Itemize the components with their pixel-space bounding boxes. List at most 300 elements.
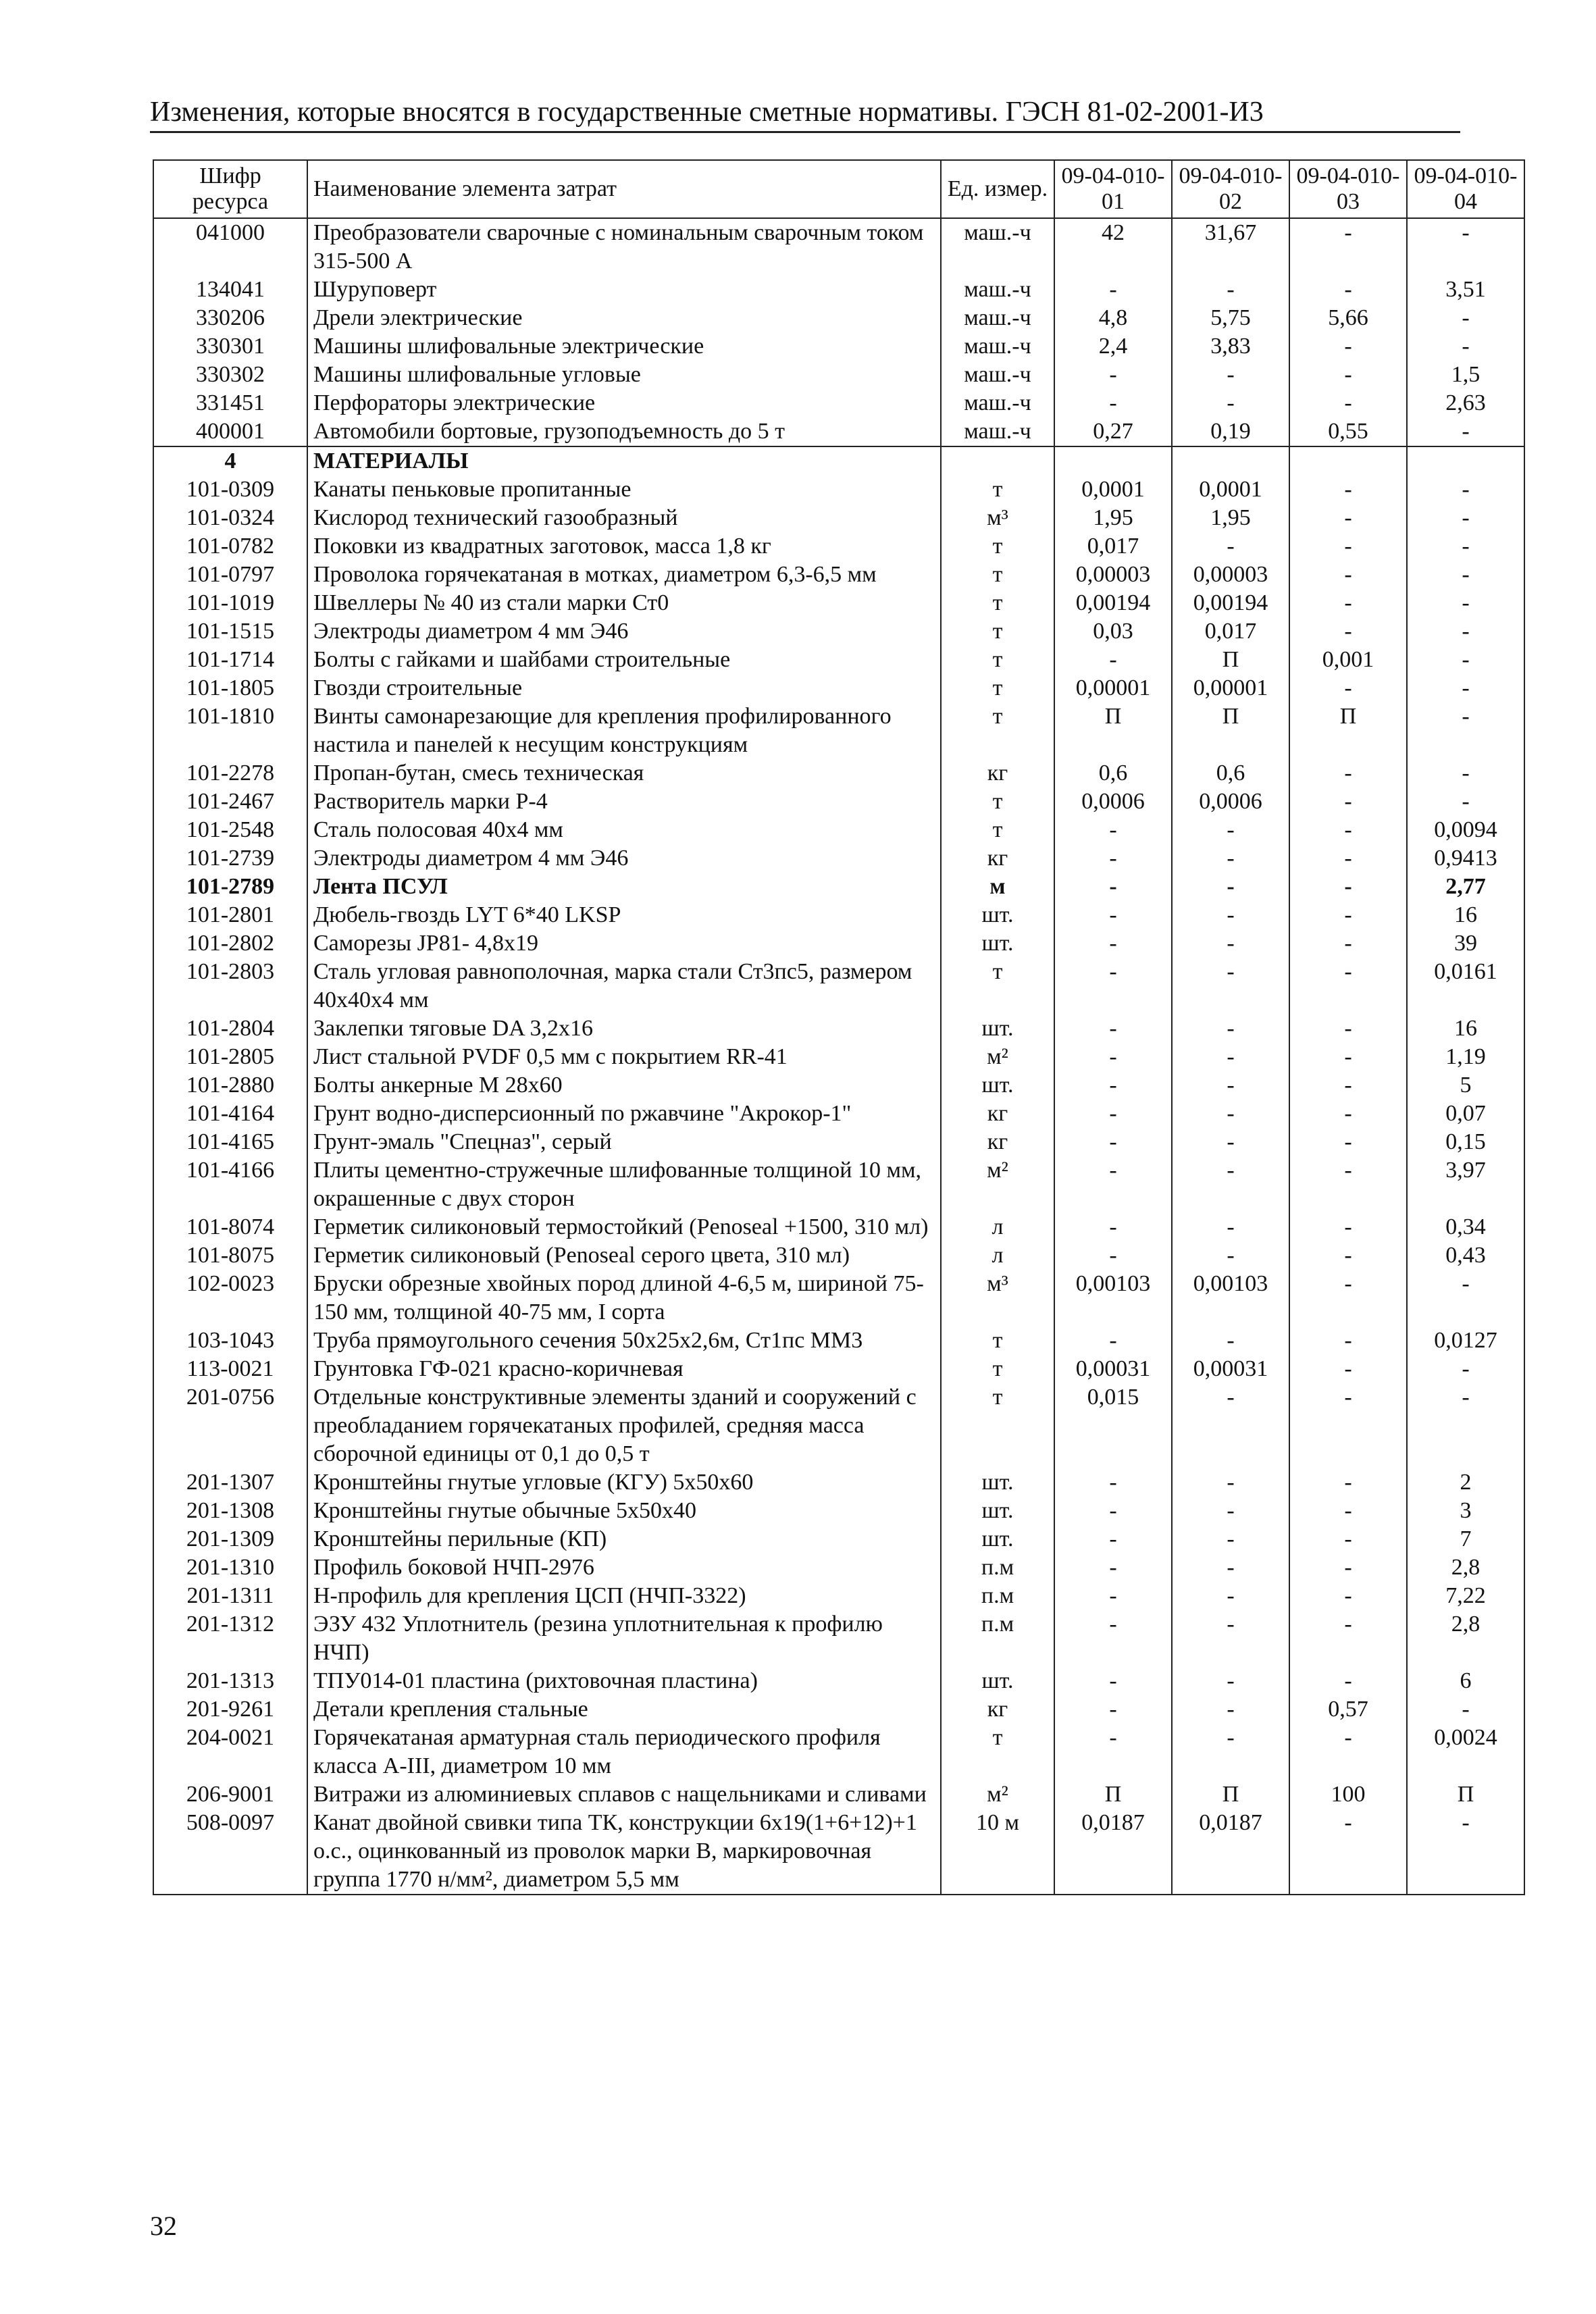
norm-1-cell: - <box>1054 929 1172 958</box>
norm-1-cell: П <box>1054 702 1172 759</box>
norm-3-cell: 0,001 <box>1289 646 1407 674</box>
resource-code-cell: 331451 <box>153 389 307 417</box>
resource-code-cell: 101-1714 <box>153 646 307 674</box>
resource-code-cell: 101-1810 <box>153 702 307 759</box>
norm-3-cell: П <box>1289 702 1407 759</box>
norm-2-cell: - <box>1172 1695 1289 1724</box>
page-number: 32 <box>150 2211 177 2241</box>
norm-2-cell: 3,83 <box>1172 332 1289 361</box>
norm-4-cell: - <box>1407 532 1524 561</box>
resource-code-cell: 113-0021 <box>153 1355 307 1383</box>
norm-4-cell: 2,8 <box>1407 1610 1524 1667</box>
unit-cell: маш.-ч <box>941 361 1054 389</box>
norm-2-cell: 0,0187 <box>1172 1809 1289 1895</box>
norm-3-cell: - <box>1289 1553 1407 1582</box>
norm-3-cell: 100 <box>1289 1780 1407 1809</box>
unit-cell: кг <box>941 1128 1054 1156</box>
unit-cell: шт. <box>941 1071 1054 1100</box>
norm-4-cell: 0,0161 <box>1407 958 1524 1014</box>
resource-code-cell: 101-1805 <box>153 674 307 702</box>
norm-2-cell: - <box>1172 1582 1289 1610</box>
col-header-code: Шифр ресурса <box>153 160 307 218</box>
norm-1-cell: - <box>1054 1213 1172 1241</box>
resource-code-cell: 201-1309 <box>153 1525 307 1553</box>
norm-2-cell: 0,00194 <box>1172 589 1289 617</box>
unit-cell: т <box>941 561 1054 589</box>
norm-1-cell: - <box>1054 1128 1172 1156</box>
norm-3-cell: - <box>1289 1043 1407 1071</box>
resource-name-cell: Дрели электрические <box>307 304 941 332</box>
table-row <box>153 1043 1524 1071</box>
norm-1-cell: - <box>1054 1071 1172 1100</box>
norm-3-cell: - <box>1289 389 1407 417</box>
norm-1-cell: 0,00001 <box>1054 674 1172 702</box>
table-row <box>153 929 1524 958</box>
norm-1-cell: - <box>1054 276 1172 304</box>
table-row <box>153 702 1524 759</box>
table-row <box>153 816 1524 844</box>
norm-3-cell: - <box>1289 332 1407 361</box>
table-row <box>153 218 1524 276</box>
resource-code-cell: 330302 <box>153 361 307 389</box>
resource-code-cell: 330301 <box>153 332 307 361</box>
resource-code-cell: 101-0309 <box>153 475 307 504</box>
norm-3-cell: - <box>1289 361 1407 389</box>
table-row <box>153 1213 1524 1241</box>
norm-1-cell: - <box>1054 389 1172 417</box>
col-header-norm-1: 09-04-010-01 <box>1054 160 1172 218</box>
resource-name-cell: Болты с гайками и шайбами строительные <box>307 646 941 674</box>
resource-code-cell: 101-2880 <box>153 1071 307 1100</box>
norm-4-cell: 0,0127 <box>1407 1327 1524 1355</box>
norm-4-cell: - <box>1407 646 1524 674</box>
norm-2-cell: 0,017 <box>1172 617 1289 646</box>
norm-3-cell: - <box>1289 1241 1407 1270</box>
norm-1-cell <box>1054 446 1172 475</box>
unit-cell: л <box>941 1213 1054 1241</box>
norm-4-cell: - <box>1407 1270 1524 1327</box>
norm-3-cell: - <box>1289 901 1407 929</box>
norm-2-cell: 0,6 <box>1172 759 1289 788</box>
table-row <box>153 389 1524 417</box>
norm-2-cell: - <box>1172 532 1289 561</box>
norm-2-cell <box>1172 446 1289 475</box>
unit-cell: т <box>941 532 1054 561</box>
norm-4-cell: - <box>1407 218 1524 276</box>
norm-1-cell: 42 <box>1054 218 1172 276</box>
norm-1-cell: 0,017 <box>1054 532 1172 561</box>
norm-1-cell: - <box>1054 1100 1172 1128</box>
table-row <box>153 646 1524 674</box>
resource-name-cell: Электроды диаметром 4 мм Э46 <box>307 617 941 646</box>
norm-2-cell: 5,75 <box>1172 304 1289 332</box>
resource-name-cell: Кронштейны гнутые угловые (КГУ) 5х50х60 <box>307 1468 941 1497</box>
norm-3-cell: - <box>1289 218 1407 276</box>
resource-code-cell: 101-8074 <box>153 1213 307 1241</box>
resource-code-cell: 201-1313 <box>153 1667 307 1695</box>
norm-1-cell: - <box>1054 1525 1172 1553</box>
norm-2-cell: - <box>1172 361 1289 389</box>
norm-3-cell: - <box>1289 276 1407 304</box>
norm-4-cell: - <box>1407 475 1524 504</box>
table-row <box>153 1241 1524 1270</box>
norm-3-cell: - <box>1289 1724 1407 1780</box>
norm-1-cell: - <box>1054 1014 1172 1043</box>
norm-1-cell: - <box>1054 1468 1172 1497</box>
norm-1-cell: 0,27 <box>1054 417 1172 446</box>
norm-1-cell: - <box>1054 1553 1172 1582</box>
norm-1-cell: П <box>1054 1780 1172 1809</box>
norm-4-cell: 1,19 <box>1407 1043 1524 1071</box>
resource-table-container <box>153 159 1518 1895</box>
resource-name-cell: Сталь полосовая 40х4 мм <box>307 816 941 844</box>
resource-name-cell: Перфораторы электрические <box>307 389 941 417</box>
resource-name-cell: Сталь угловая равнополочная, марка стали Ст3пс5, размером 40х40х4 мм <box>307 958 941 1014</box>
resource-name-cell: Дюбель-гвоздь LYT 6*40 LKSP <box>307 901 941 929</box>
resource-name-cell: Профиль боковой НЧП-2976 <box>307 1553 941 1582</box>
resource-name-cell: Винты самонарезающие для крепления профилированного настила и панелей к несущим конструкциям <box>307 702 941 759</box>
resource-code-cell: 101-2802 <box>153 929 307 958</box>
unit-cell: маш.-ч <box>941 218 1054 276</box>
norm-3-cell: - <box>1289 816 1407 844</box>
norm-4-cell: 3 <box>1407 1497 1524 1525</box>
resource-code-cell: 201-9261 <box>153 1695 307 1724</box>
norm-4-cell: 1,5 <box>1407 361 1524 389</box>
norm-3-cell <box>1289 446 1407 475</box>
norm-3-cell: - <box>1289 1497 1407 1525</box>
unit-cell: м³ <box>941 1270 1054 1327</box>
table-row <box>153 1014 1524 1043</box>
norm-3-cell: - <box>1289 958 1407 1014</box>
resource-name-cell: ТПУ014-01 пластина (рихтовочная пластина) <box>307 1667 941 1695</box>
table-row <box>153 332 1524 361</box>
resource-name-cell: Труба прямоугольного сечения 50х25х2,6м, Ст1пс ММ3 <box>307 1327 941 1355</box>
norm-4-cell: 3,97 <box>1407 1156 1524 1213</box>
table-row <box>153 1780 1524 1809</box>
resource-name-cell: Витражи из алюминиевых сплавов с нащельниками и сливами <box>307 1780 941 1809</box>
resource-name-cell: Н-профиль для крепления ЦСП (НЧП-3322) <box>307 1582 941 1610</box>
resource-code-cell: 102-0023 <box>153 1270 307 1327</box>
norm-2-cell: - <box>1172 1014 1289 1043</box>
resource-code-cell: 041000 <box>153 218 307 276</box>
norm-4-cell: - <box>1407 504 1524 532</box>
resource-name-cell: Преобразователи сварочные с номинальным сварочным током 315-500 А <box>307 218 941 276</box>
norm-1-cell: 0,015 <box>1054 1383 1172 1468</box>
norm-2-cell: - <box>1172 1071 1289 1100</box>
resource-name-cell: Поковки из квадратных заготовок, масса 1,8 кг <box>307 532 941 561</box>
resource-code-cell: 101-2278 <box>153 759 307 788</box>
resource-code-cell: 101-4165 <box>153 1128 307 1156</box>
norm-3-cell: - <box>1289 1156 1407 1213</box>
resource-code-cell: 201-0756 <box>153 1383 307 1468</box>
unit-cell: т <box>941 1327 1054 1355</box>
norm-1-cell: 0,0001 <box>1054 475 1172 504</box>
table-row <box>153 417 1524 446</box>
norm-4-cell: - <box>1407 617 1524 646</box>
norm-4-cell: 2,77 <box>1407 873 1524 901</box>
resource-code-cell: 101-1515 <box>153 617 307 646</box>
norm-4-cell: 2,63 <box>1407 389 1524 417</box>
norm-1-cell: - <box>1054 816 1172 844</box>
norm-2-cell: П <box>1172 1780 1289 1809</box>
resource-code-cell: 101-0782 <box>153 532 307 561</box>
norm-3-cell: - <box>1289 504 1407 532</box>
resource-code-cell: 204-0021 <box>153 1724 307 1780</box>
norm-2-cell: - <box>1172 1497 1289 1525</box>
unit-cell: шт. <box>941 929 1054 958</box>
resource-code-cell: 101-0324 <box>153 504 307 532</box>
unit-cell: м² <box>941 1043 1054 1071</box>
table-row <box>153 759 1524 788</box>
table-row <box>153 1582 1524 1610</box>
resource-name-cell: Грунт-эмаль "Спецназ", серый <box>307 1128 941 1156</box>
unit-cell: м³ <box>941 504 1054 532</box>
norm-3-cell: - <box>1289 589 1407 617</box>
unit-cell: т <box>941 958 1054 1014</box>
resource-name-cell: МАТЕРИАЛЫ <box>307 446 941 475</box>
resource-code-cell: 400001 <box>153 417 307 446</box>
norm-3-cell: - <box>1289 788 1407 816</box>
resource-code-cell: 101-1019 <box>153 589 307 617</box>
resource-code-cell: 201-1308 <box>153 1497 307 1525</box>
norm-4-cell: 2 <box>1407 1468 1524 1497</box>
norm-4-cell: 2,8 <box>1407 1553 1524 1582</box>
resource-code-cell: 101-8075 <box>153 1241 307 1270</box>
norm-4-cell: 0,9413 <box>1407 844 1524 873</box>
norm-2-cell: - <box>1172 1553 1289 1582</box>
resource-name-cell: Отдельные конструктивные элементы зданий и сооружений с преобладанием горячекатаных профилей, средняя масса сборочной единицы от 0,1 до 0,5 т <box>307 1383 941 1468</box>
table-row <box>153 1809 1524 1895</box>
norm-2-cell: - <box>1172 816 1289 844</box>
norm-2-cell: 0,00003 <box>1172 561 1289 589</box>
unit-cell: т <box>941 674 1054 702</box>
resource-name-cell: Заклепки тяговые DA 3,2х16 <box>307 1014 941 1043</box>
resource-name-cell: Грунт водно-дисперсионный по ржавчине "Акрокор-1" <box>307 1100 941 1128</box>
table-row <box>153 532 1524 561</box>
resource-name-cell: Пропан-бутан, смесь техническая <box>307 759 941 788</box>
norm-2-cell: - <box>1172 1383 1289 1468</box>
norm-1-cell: 0,00103 <box>1054 1270 1172 1327</box>
norm-1-cell: - <box>1054 646 1172 674</box>
norm-3-cell: - <box>1289 844 1407 873</box>
unit-cell: шт. <box>941 1667 1054 1695</box>
resource-name-cell: Саморезы JP81- 4,8х19 <box>307 929 941 958</box>
norm-1-cell: 0,6 <box>1054 759 1172 788</box>
col-header-norm-3: 09-04-010-03 <box>1289 160 1407 218</box>
resource-name-cell: Электроды диаметром 4 мм Э46 <box>307 844 941 873</box>
resource-code-cell: 101-2801 <box>153 901 307 929</box>
norm-2-cell: - <box>1172 1724 1289 1780</box>
norm-4-cell: - <box>1407 759 1524 788</box>
resource-name-cell: Плиты цементно-стружечные шлифованные толщиной 10 мм, окрашенные с двух сторон <box>307 1156 941 1213</box>
norm-3-cell: - <box>1289 1213 1407 1241</box>
norm-1-cell: - <box>1054 1043 1172 1071</box>
norm-4-cell: 5 <box>1407 1071 1524 1100</box>
norm-4-cell: 39 <box>1407 929 1524 958</box>
norm-3-cell: - <box>1289 1071 1407 1100</box>
resource-code-cell: 201-1311 <box>153 1582 307 1610</box>
unit-cell: п.м <box>941 1553 1054 1582</box>
norm-2-cell: - <box>1172 1667 1289 1695</box>
resource-name-cell: Кронштейны гнутые обычные 5х50х40 <box>307 1497 941 1525</box>
resource-name-cell: Канат двойной свивки типа ТК, конструкции 6х19(1+6+12)+1 о.с., оцинкованный из проволок марки В, маркировочная группа 1770 н/мм², диаметром 5,5 мм <box>307 1809 941 1895</box>
resource-name-cell: Герметик силиконовый термостойкий (Penoseal +1500, 310 мл) <box>307 1213 941 1241</box>
resource-name-cell: Растворитель марки Р-4 <box>307 788 941 816</box>
norm-3-cell: - <box>1289 561 1407 589</box>
table-row <box>153 1128 1524 1156</box>
table-row <box>153 1695 1524 1724</box>
norm-2-cell: - <box>1172 929 1289 958</box>
norm-4-cell: 3,51 <box>1407 276 1524 304</box>
norm-1-cell: 2,4 <box>1054 332 1172 361</box>
resource-name-cell: Болты анкерные М 28х60 <box>307 1071 941 1100</box>
norm-3-cell: - <box>1289 1128 1407 1156</box>
resource-name-cell: ЭЗУ 432 Уплотнитель (резина уплотнительная к профилю НЧП) <box>307 1610 941 1667</box>
unit-cell: маш.-ч <box>941 417 1054 446</box>
resource-code-cell: 101-0797 <box>153 561 307 589</box>
resource-code-cell: 101-4166 <box>153 1156 307 1213</box>
norm-2-cell: - <box>1172 276 1289 304</box>
norm-4-cell: 16 <box>1407 901 1524 929</box>
norm-1-cell: - <box>1054 873 1172 901</box>
norm-1-cell: - <box>1054 1610 1172 1667</box>
norm-2-cell: 0,00031 <box>1172 1355 1289 1383</box>
norm-3-cell: - <box>1289 1610 1407 1667</box>
norm-3-cell: - <box>1289 532 1407 561</box>
norm-1-cell: - <box>1054 1695 1172 1724</box>
norm-3-cell: - <box>1289 873 1407 901</box>
resource-name-cell: Канаты пеньковые пропитанные <box>307 475 941 504</box>
table-row <box>153 1100 1524 1128</box>
norm-1-cell: 0,0006 <box>1054 788 1172 816</box>
resource-name-cell: Кислород технический газообразный <box>307 504 941 532</box>
table-row <box>153 1610 1524 1667</box>
norm-4-cell: - <box>1407 589 1524 617</box>
norm-3-cell: - <box>1289 1270 1407 1327</box>
unit-cell: шт. <box>941 1497 1054 1525</box>
unit-cell: т <box>941 702 1054 759</box>
unit-cell: т <box>941 816 1054 844</box>
resource-name-cell: Проволока горячекатаная в мотках, диаметром 6,3-6,5 мм <box>307 561 941 589</box>
unit-cell: маш.-ч <box>941 332 1054 361</box>
norm-3-cell: - <box>1289 674 1407 702</box>
norm-4-cell: - <box>1407 1809 1524 1895</box>
table-row <box>153 617 1524 646</box>
norm-1-cell: - <box>1054 1667 1172 1695</box>
table-row <box>153 504 1524 532</box>
page-header: Изменения, которые вносятся в государственные сметные нормативы. ГЭСН 81-02-2001-И3 <box>150 95 1460 133</box>
norm-1-cell: - <box>1054 1497 1172 1525</box>
norm-4-cell: - <box>1407 332 1524 361</box>
norm-3-cell: - <box>1289 1383 1407 1468</box>
norm-3-cell: - <box>1289 1355 1407 1383</box>
norm-1-cell: 1,95 <box>1054 504 1172 532</box>
norm-4-cell: 0,15 <box>1407 1128 1524 1156</box>
norm-1-cell: - <box>1054 1724 1172 1780</box>
table-row <box>153 788 1524 816</box>
table-row <box>153 958 1524 1014</box>
table-row <box>153 901 1524 929</box>
resource-code-cell: 101-4164 <box>153 1100 307 1128</box>
unit-cell: п.м <box>941 1582 1054 1610</box>
norm-4-cell: - <box>1407 1355 1524 1383</box>
unit-cell: т <box>941 1355 1054 1383</box>
norm-1-cell: - <box>1054 1582 1172 1610</box>
norm-2-cell: - <box>1172 389 1289 417</box>
norm-1-cell: - <box>1054 844 1172 873</box>
norm-2-cell: П <box>1172 646 1289 674</box>
norm-3-cell: - <box>1289 929 1407 958</box>
resource-name-cell: Горячекатаная арматурная сталь периодического профиля класса А-III, диаметром 10 мм <box>307 1724 941 1780</box>
norm-4-cell: - <box>1407 1695 1524 1724</box>
resource-code-cell: 201-1312 <box>153 1610 307 1667</box>
norm-2-cell: 0,0006 <box>1172 788 1289 816</box>
resource-code-cell: 4 <box>153 446 307 475</box>
table-body <box>153 218 1524 1895</box>
norm-1-cell: 0,00194 <box>1054 589 1172 617</box>
table-row <box>153 1525 1524 1553</box>
table-row <box>153 1270 1524 1327</box>
norm-4-cell: 7 <box>1407 1525 1524 1553</box>
unit-cell: шт. <box>941 1014 1054 1043</box>
unit-cell: шт. <box>941 901 1054 929</box>
norm-2-cell: - <box>1172 1100 1289 1128</box>
norm-4-cell: 0,43 <box>1407 1241 1524 1270</box>
norm-4-cell: - <box>1407 788 1524 816</box>
norm-4-cell <box>1407 446 1524 475</box>
resource-name-cell: Машины шлифовальные угловые <box>307 361 941 389</box>
norm-3-cell: - <box>1289 759 1407 788</box>
norm-2-cell: 0,0001 <box>1172 475 1289 504</box>
resource-name-cell: Автомобили бортовые, грузоподъемность до 5 т <box>307 417 941 446</box>
norm-3-cell: - <box>1289 1327 1407 1355</box>
norm-2-cell: - <box>1172 1043 1289 1071</box>
norm-1-cell: 4,8 <box>1054 304 1172 332</box>
norm-3-cell: 5,66 <box>1289 304 1407 332</box>
unit-cell: кг <box>941 1100 1054 1128</box>
table-row <box>153 844 1524 873</box>
table-row <box>153 1553 1524 1582</box>
resource-name-cell: Швеллеры № 40 из стали марки Ст0 <box>307 589 941 617</box>
norm-3-cell: - <box>1289 1468 1407 1497</box>
resource-code-cell: 206-9001 <box>153 1780 307 1809</box>
norm-4-cell: - <box>1407 561 1524 589</box>
unit-cell: т <box>941 617 1054 646</box>
resource-code-cell: 201-1307 <box>153 1468 307 1497</box>
norm-3-cell: - <box>1289 475 1407 504</box>
col-header-norm-4: 09-04-010-04 <box>1407 160 1524 218</box>
norm-3-cell: 0,55 <box>1289 417 1407 446</box>
unit-cell: м <box>941 873 1054 901</box>
norm-1-cell: - <box>1054 1327 1172 1355</box>
unit-cell: маш.-ч <box>941 389 1054 417</box>
table-row <box>153 304 1524 332</box>
norm-2-cell: 0,19 <box>1172 417 1289 446</box>
norm-2-cell: - <box>1172 873 1289 901</box>
resource-code-cell: 101-2548 <box>153 816 307 844</box>
norm-2-cell: 31,67 <box>1172 218 1289 276</box>
norm-1-cell: - <box>1054 1156 1172 1213</box>
resource-name-cell: Грунтовка ГФ-021 красно-коричневая <box>307 1355 941 1383</box>
norm-2-cell: - <box>1172 1327 1289 1355</box>
table-row <box>153 1156 1524 1213</box>
unit-cell: т <box>941 788 1054 816</box>
unit-cell: т <box>941 475 1054 504</box>
norm-2-cell: 1,95 <box>1172 504 1289 532</box>
resource-name-cell: Лист стальной PVDF 0,5 мм с покрытием RR-41 <box>307 1043 941 1071</box>
norm-1-cell: - <box>1054 361 1172 389</box>
norm-2-cell: - <box>1172 1156 1289 1213</box>
